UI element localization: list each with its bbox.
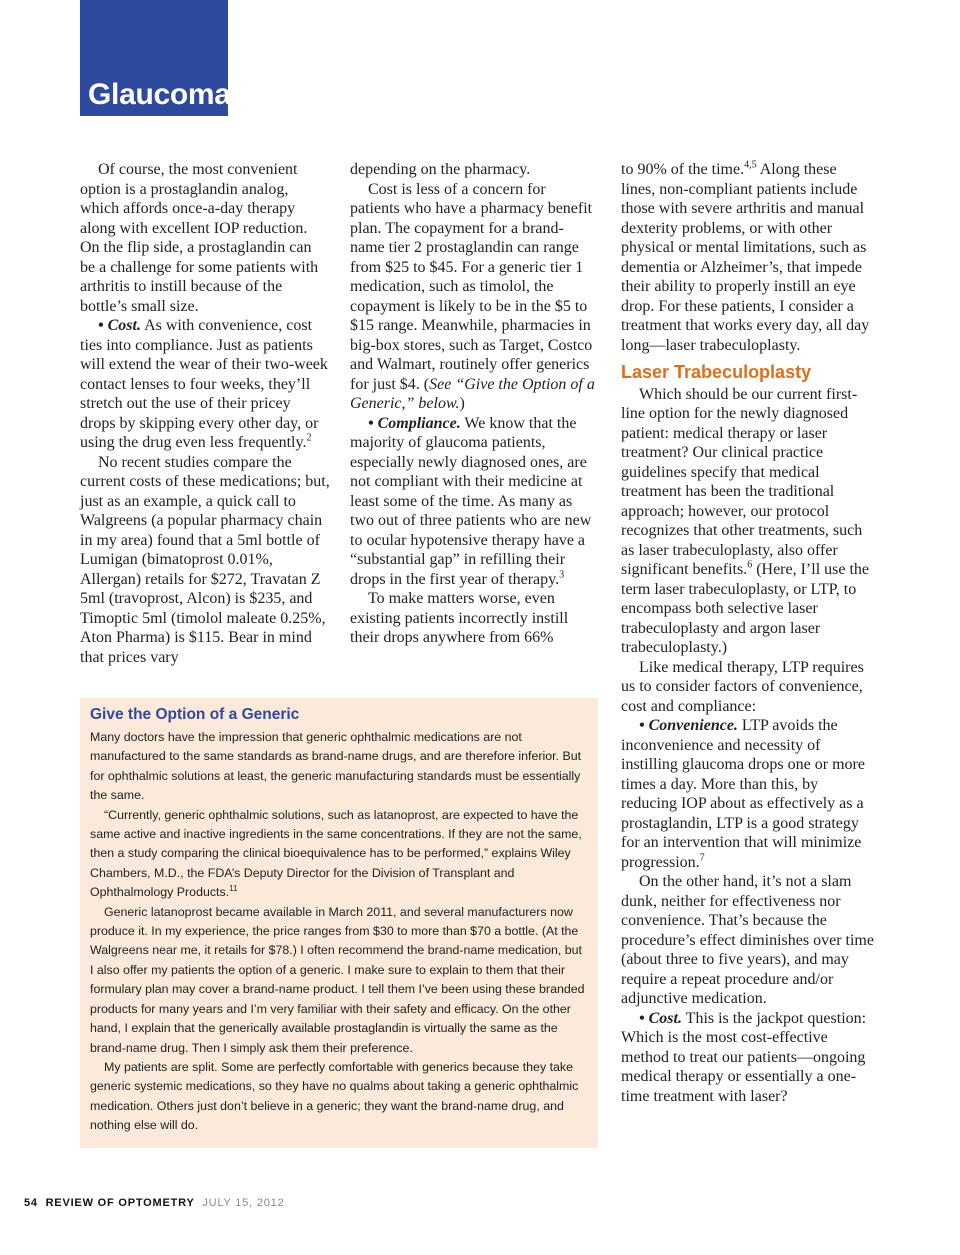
bullet-label: • Compliance. [368, 414, 461, 432]
text-column-3 [621, 160, 874, 1106]
paragraph: • Compliance. We know that the majority of glaucoma patients, especially newly diagnosed ones, are not compliant with their medicine at least some of the time. As many as two out of three patients who are new to ocular hypotensive therapy have a “substantial gap” in refilling their drops in the first year of therapy.$^3$ [350, 414, 592, 588]
paragraph: • Convenience. LTP avoids the inconvenience and necessity of instilling glaucoma drops one or more times a day. More than this, by reducing IOP about as effectively as a prostaglandin, LTP is a good strategy for an intervention that will minimize progression.$^7$ [621, 717, 865, 871]
bullet-label: • Cost. [98, 317, 141, 334]
paragraph: On the other hand, it’s not a slam dunk, neither for effectiveness nor convenience. That’s because the procedure’s effect diminishes over time (about three to five years), and may require a repeat procedure and/or adjunctive medication. [621, 873, 874, 1007]
reference-mark: 4,5 [744, 159, 757, 171]
page-number: 54 [24, 1197, 38, 1209]
section-tab [80, 0, 231, 116]
paragraph: • Cost. This is the jackpot question: Which is the most cost-effective method to treat our patients—ongoing medical therapy or essentially a one-time treatment with laser? [621, 1009, 867, 1105]
bullet-label: • Convenience. [639, 717, 738, 734]
section-title: Glaucoma [88, 78, 231, 111]
sidebar-paragraph: Many doctors have the impression that generic ophthalmic medications are not manufactured to the same standards as brand-name drugs, and are therefore inferior. But for ophthalmic solutions at least, the generic manufacturing standards must be essentially the same. [90, 730, 582, 803]
bullet-label: • Cost. [639, 1009, 682, 1027]
issue-date: JULY 15, 2012 [202, 1197, 285, 1209]
reference-mark: 6 [747, 559, 753, 571]
sidebar-box [80, 698, 598, 1148]
sidebar-paragraph: Generic latanoprost became available in March 2011, and several manufacturers now produce it. In my experience, the price ranges from $30 to more than $70 a bottle. (At the Walgreens near me, it retails for $78.) I often recommend the brand-name medication, but I also offer my patients the option of a generic. I make sure to explain to them that their formulary plan may cover a brand-name product. I tell them I’ve been using these branded products for many years and I’m very familiar with their safety and efficacy. On the other hand, I explain that the generically available prostaglandin is virtually the same as the brand-name drug. Then I simply ask them their preference. [90, 904, 585, 1055]
sidebar-title: Give the Option of a Generic [90, 706, 300, 723]
page-footer [24, 1197, 285, 1209]
reference-mark: 7 [699, 852, 705, 864]
paragraph: To make matters worse, even existing patients incorrectly instill their drops anywhere from 66% [350, 590, 569, 646]
paragraph: No recent studies compare the current costs of these medications; but, just as an example, a quick call to Walgreens (a popular pharmacy chain in my area) found that a 5ml bottle of Lumigan (bimatoprost 0.01%, Allergan) retails for $272, Travatan Z 5ml (travoprost, Alcon) is $235, and Timoptic 5ml (timolol maleate 0.25%, Aton Pharma) is $115. Bear in mind that prices vary [80, 453, 330, 666]
sidebar-paragraph: My patients are split. Some are perfectly comfortable with generics because they take generic systemic medications, so they have no qualms about taking a generic ophthalmic medication. Others just don’t believe in a generic; they want the brand-name drug, and nothing else will do. [90, 1059, 579, 1133]
paragraph: Cost is less of a concern for patients who have a pharmacy benefit plan. The copayment for a brand-name tier 2 prostaglandin can range from $25 to $45. For a generic tier 1 medication, such as timolol, the copayment is likely to be in the $5 to $15 range. Meanwhile, pharmacies in big-box stores, such as Target, Costco and Walmart, routinely offer generics for just $4. (See “Give the Option of a Generic,” below.) [350, 180, 595, 412]
reference-mark: 2 [306, 432, 312, 444]
paragraph: Like medical therapy, LTP requires us to consider factors of convenience, cost and compliance: [621, 658, 864, 715]
cross-reference: See “Give the Option of a Generic,” below. [350, 375, 595, 412]
paragraph: to 90% of the time.$^{4,5}$ Along these lines, non-compliant patients include those with severe arthritis and manual dexterity problems, or with other physical or mental limitations, such as dementia or Alzheimer’s, that impede their ability to properly instill an eye drop. For these patients, I consider a treatment that works every day, all day long—laser trabeculoplasty. [621, 159, 870, 354]
paragraph: • Cost. As with convenience, cost ties into compliance. Just as patients will extend the wear of their two-week contact lenses to four weeks, they’ll stretch out the use of their pricey drops by skipping every other day, or using the drug even less frequently.$^2$ [80, 317, 328, 451]
reference-mark: 11 [229, 884, 238, 894]
publication-name: REVIEW OF OPTOMETRY [45, 1197, 195, 1209]
paragraph: Which should be our current first-line option for the newly diagnosed patient: medical therapy or laser treatment? Our clinical practice guidelines specify that medical treatment has been the traditional approach; however, our protocol recognizes that other treatments, such as laser trabeculoplasty, also offer significant benefits.$^6$ (Here, I’ll use the term laser trabeculoplasty, or LTP, to encompass both selective laser trabeculoplasty and argon laser trabeculoplasty.) [621, 385, 870, 656]
sidebar-paragraph: “Currently, generic ophthalmic solutions, such as latanoprost, are expected to have the same active and inactive ingredients in the same concentrations. If they are not the same, then a study comparing the clinical bioequivalence has to be performed,” explains Wiley Chambers, M.D., the FDA’s Deputy Director for the Division of Transplant and Ophthalmology Products.$^{11}$ [90, 807, 582, 900]
reference-mark: 3 [559, 569, 565, 581]
subheading: Laser Trabeculoplasty [621, 362, 812, 382]
paragraph: depending on the pharmacy. [350, 161, 531, 178]
text-column-2 [350, 160, 595, 648]
text-column-1 [80, 160, 330, 667]
paragraph: Of course, the most convenient option is a prostaglandin analog, which affords once-a-day therapy along with excellent IOP reduction. On the flip side, a prostaglandin can be a challenge for some patients with arthritis to instill because of the bottle’s small size. [80, 161, 319, 315]
